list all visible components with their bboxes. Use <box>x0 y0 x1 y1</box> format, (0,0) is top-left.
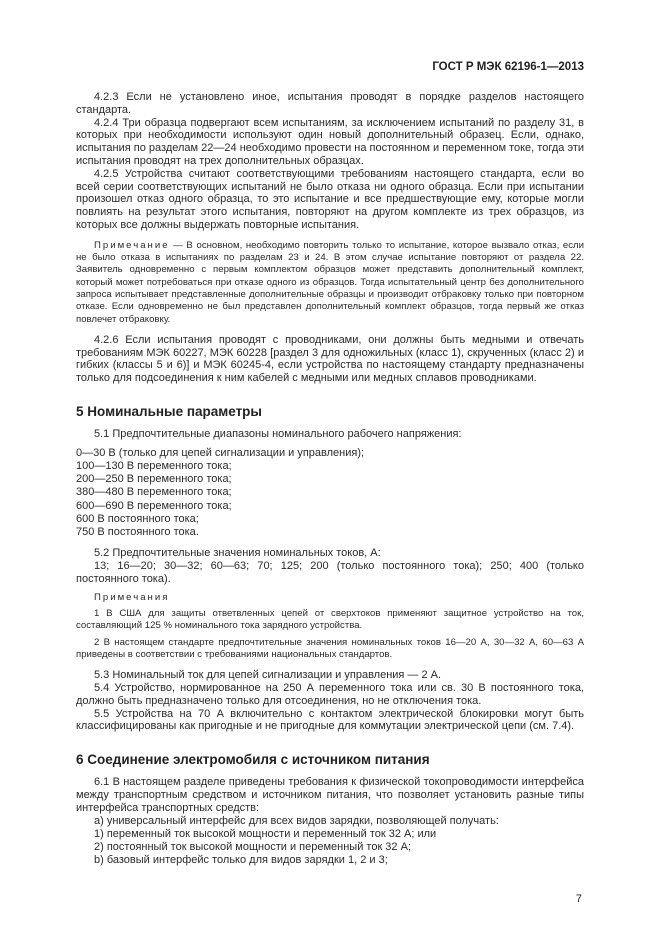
document-code: ГОСТ Р МЭК 62196-1—2013 <box>432 61 584 73</box>
voltage-item: 750 В постоянного тока. <box>76 526 199 539</box>
note-text: — В основном, необходимо повторить только то испытание, которое вызвало отказ, если не было отказа в испытаниях по разделам 23 и 24. В этом случае испытание повторяют от раздела 22. Заявитель одновременно с первым комплектом образцов может представить дополнительный комплект, который может потребоваться при отказе одного из образцов. Тогда испытательный центр без дополнительного запроса испытывает представленные дополнительные образцы и производит отбраковку только при повторном отказе. Если одновременно не был представлен дополнительный комплект образцов, тогда первый же отказ повлечет отбраковку. <box>76 239 584 325</box>
paragraph-5-5: 5.5 Устройства на 70 А включительно с контактом электрической блокировки могут быть классифицированы как пригодные и не пригодные для коммутации электрической цепи (см. 7.4). <box>76 707 584 733</box>
paragraph-5-4: 5.4 Устройство, нормированное на 250 А переменного тока или св. 30 В постоянного тока, должно быть предназначено только для отсоединения, но не отключения тока. <box>76 681 584 707</box>
voltage-item: 100—130 В переменного тока; <box>76 460 232 473</box>
interface-item: b) базовый интерфейс только для видов зарядки 1, 2 и 3; <box>94 854 388 867</box>
note-1: 1 В США для защиты ответвленных цепей от сверхтоков применяют защитное устройство на ток, составляющий 125 % номинального тока зарядного устройства. <box>76 607 584 632</box>
note-2: 2 В настоящем стандарте предпочтительные значения номинальных токов 16—20 А, 30—32 А, 60—63 А приведены в соответствии с требованиями национальных стандартов. <box>76 636 584 660</box>
interface-item: 2) постоянный ток высокой мощности и переменный ток 32 А; <box>94 840 411 853</box>
note-4-2-5 <box>76 240 584 326</box>
current-values: 13; 16—20; 30—32; 60—63; 70; 125; 200 (только постоянного тока); 250; 400 (только постоянного тока). <box>76 560 584 585</box>
paragraph-5-1: 5.1 Предпочтительные диапазоны номинального рабочего напряжения: <box>94 428 462 441</box>
paragraph-6-1: 6.1 В настоящем разделе приведены требования к физической токопроводимости интерфейса между транспортным средством и источником питания, что позволяет установить разные типы интерфейса транспортных средств: <box>76 776 584 814</box>
note-label: Примечание <box>94 239 170 251</box>
voltage-item: 0—30 В (только для цепей сигнализации и управления); <box>76 446 365 459</box>
interface-item: a) универсальный интерфейс для всех видов зарядки, позволяющей получать: <box>94 814 499 827</box>
voltage-item: 380—480 В переменного тока; <box>76 486 232 499</box>
clause-5-2 <box>76 547 584 585</box>
voltage-item: 600—690 В переменного тока; <box>76 499 232 512</box>
paragraph-4-2-5: 4.2.5 Устройства считают соответствующими требованиям настоящего стандарта, если во всей серии соответствующих испытаний не было отказа ни одного образца. Если при испытании произошел отказ одного образца, то это испытание и все предшествующие ему, которые могли повлиять на результат этого испытания, повторяют на другом комплекте из трех образцов, из которых все должны выдержать повторные испытания. <box>76 167 584 231</box>
paragraph-5-2: 5.2 Предпочтительные значения номинальных токов, А: <box>94 547 381 560</box>
page-number: 7 <box>575 893 582 906</box>
paragraph-4-2-6: 4.2.6 Если испытания проводят с проводниками, они должны быть медными и отвечать требованиям МЭК 60227, МЭК 60228 [раздел 3 для одножильных (класс 1), скрученных (класс 2) и гибких (классы 5 и 6)] и МЭК 60245-4, если устройства по настоящему стандарту предназначены только для подсоединения к ним кабелей с медными или медных сплавов проводниками. <box>76 333 584 385</box>
section-5-heading: 5 Номинальные параметры <box>76 404 262 420</box>
clauses-4-2-3-to-4-2-5 <box>76 91 584 232</box>
interface-list <box>76 815 584 868</box>
notes-label: Примечания <box>94 591 170 603</box>
section-6-heading: 6 Соединение электромобиля с источником питания <box>76 752 430 768</box>
paragraph-5-3: 5.3 Номинальный ток для цепей сигнализации и управления — 2 А. <box>94 669 442 682</box>
clauses-5-3-to-5-5 <box>76 669 584 733</box>
interface-item: 1) переменный ток высокой мощности и переменный ток 32 А; или <box>94 827 437 840</box>
voltage-list <box>76 447 584 539</box>
paragraph-4-2-4: 4.2.4 Три образца подвергают всем испытаниям, за исключением испытаний по разделу 31, в которых при необходимости используют один новый дополнительный образец. Если, однако, испытания по разделам 22—24 необходимо провести на постоянном и переменном токе, тогда эти испытания проводят на трех дополнительных образцах. <box>76 116 584 167</box>
voltage-item: 200—250 В переменного тока; <box>76 473 232 486</box>
paragraph-4-2-3: 4.2.3 Если не установлено иное, испытания проводят в порядке разделов настоящего стандарта. <box>76 91 584 116</box>
voltage-item: 600 В постоянного тока; <box>76 512 199 525</box>
